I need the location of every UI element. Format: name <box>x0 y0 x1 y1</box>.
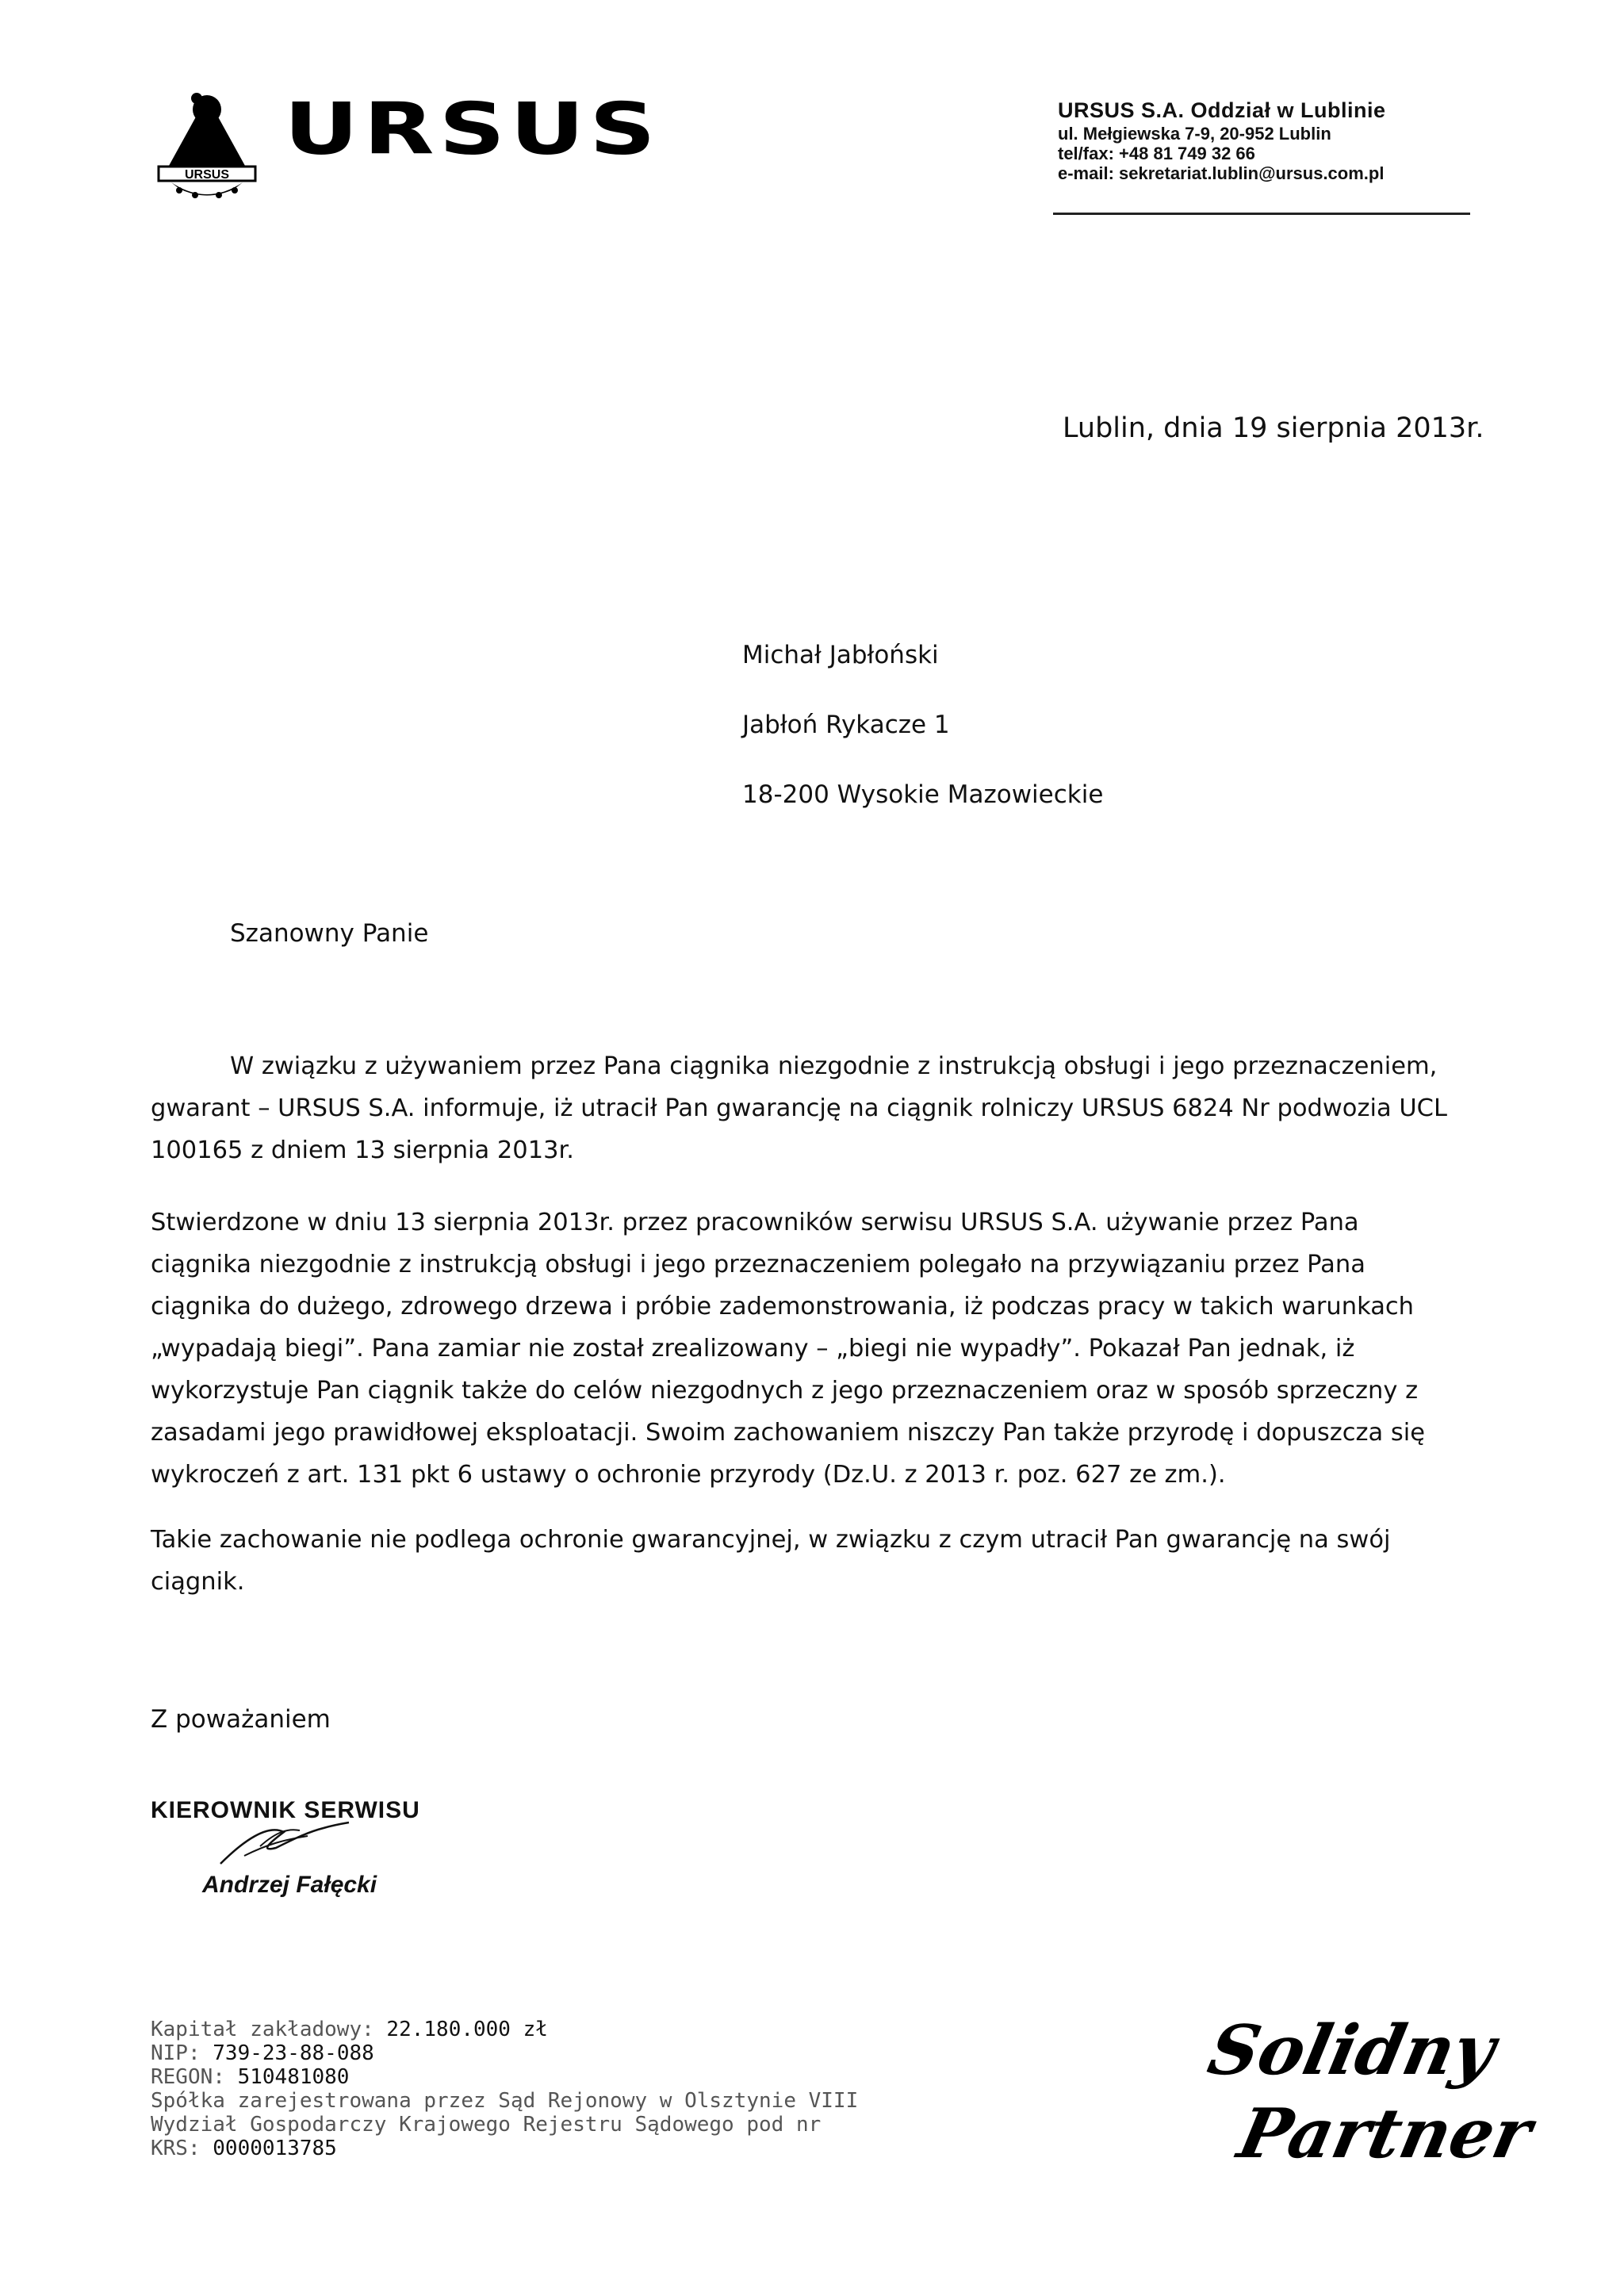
paragraph-findings: Stwierdzone w dniu 13 sierpnia 2013r. przez pracowników serwisu URSUS S.A. używanie przez Pana ciągnika niezgodnie z instrukcją obsługi i jego przeznaczeniem polegało na przywiązaniu przez Pana ciągnika do dużego, zdrowego drzewa i próbie zademonstrowania, iż podczas pracy w takich warunkach „wypadają biegi”. Pana zamiar nie został zrealizowany – „biegi nie wypadły”. Pokazał Pan jednak, iż wykorzystuje Pan ciągnik także do celów niezgodnych z jego przeznaczeniem oraz w sposób sprzeczny z zasadami jego prawidłowej eksploatacji. Swoim zachowaniem niszczy Pan także przyrodę i dopuszcza się wykroczeń z art. 131 pkt 6 ustawy o ochronie przyrody (Dz.U. z 2013 r. poz. 627 ze zm.). <box>151 1209 1426 1489</box>
letter-date: Lublin, dnia 19 sierpnia 2013r. <box>1063 412 1484 444</box>
badge-line-2: Partner <box>1231 2092 1539 2174</box>
footer-nip: NIP: 739-23-88-088 <box>151 2041 374 2065</box>
recipient-city: 18-200 Wysokie Mazowieckie <box>742 780 1104 809</box>
closing: Z poważaniem <box>151 1705 331 1734</box>
recipient-street: Jabłoń Rykacze 1 <box>742 711 950 739</box>
salutation: Szanowny Panie <box>230 919 429 948</box>
branch-email: e-mail: sekretariat.lublin@ursus.com.pl <box>1058 163 1385 183</box>
signatory-name: Andrzej Fałęcki <box>202 1872 377 1898</box>
badge-line-1: Solidny <box>1201 2009 1503 2091</box>
solidny-partner-badge <box>1189 1999 1539 2181</box>
company-footer <box>151 2018 858 2160</box>
handwritten-signature-icon <box>213 1808 355 1872</box>
footer-registration-1: Spółka zarejestrowana przez Sąd Rejonowy w Olsztynie VIII <box>151 2089 859 2113</box>
letterhead-divider <box>1053 213 1470 215</box>
paragraph-warranty-loss: W związku z używaniem przez Pana ciągnika niezgodnie z instrukcją obsługi i jego przeznaczeniem, gwarant – URSUS S.A. informuje, iż utracił Pan gwarancję na ciągnik rolniczy URSUS 6824 Nr podwozia UCL 100165 z dniem 13 sierpnia 2013r. <box>151 1052 1447 1164</box>
branch-address: ul. Mełgiewska 7-9, 20-952 Lublin <box>1058 124 1331 144</box>
logo-badge-text: URSUS <box>184 168 230 182</box>
ursus-bear-logo-icon <box>155 87 259 198</box>
branch-title: URSUS S.A. Oddział w Lublinie <box>1058 98 1386 122</box>
recipient-name: Michał Jabłoński <box>742 641 939 669</box>
footer-regon: REGON: 510481080 <box>151 2065 350 2089</box>
brand-wordmark: URSUS <box>284 87 661 171</box>
signature-role: KIEROWNIK SERWISU <box>151 1797 420 1823</box>
footer-capital: Kapitał zakładowy: 22.180.000 zł <box>151 2018 548 2041</box>
footer-registration-2: Wydział Gospodarczy Krajowego Rejestru Sądowego pod nr <box>151 2113 822 2137</box>
footer-krs: KRS: 0000013785 <box>151 2137 337 2160</box>
branch-contact-block <box>1058 97 1470 183</box>
paragraph-conclusion: Takie zachowanie nie podlega ochronie gwarancyjnej, w związku z czym utracił Pan gwarancję na swój ciągnik. <box>151 1526 1391 1596</box>
branch-phone: tel/fax: +48 81 749 32 66 <box>1058 144 1255 163</box>
